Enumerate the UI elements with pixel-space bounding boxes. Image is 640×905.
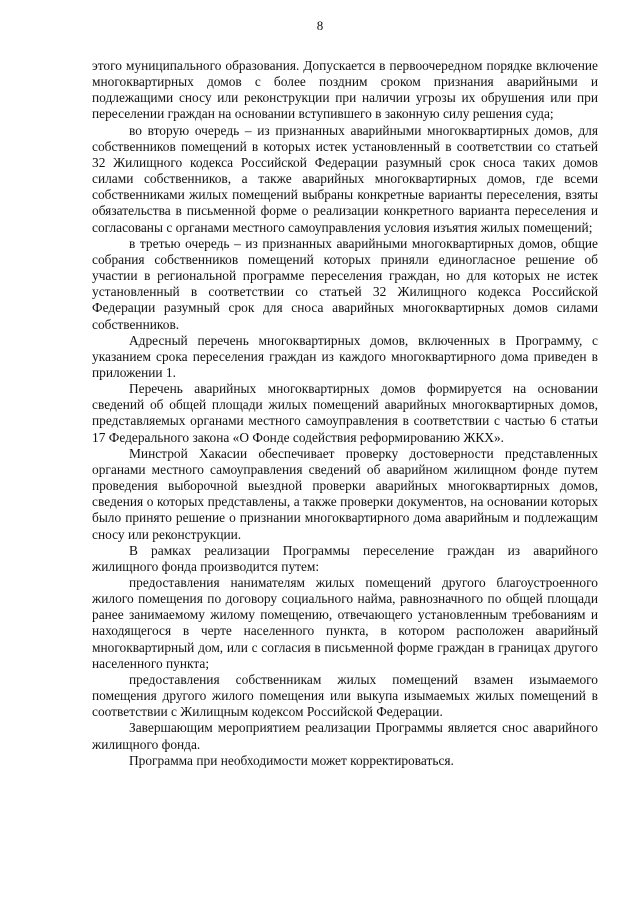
paragraph: Перечень аварийных многоквартирных домов формируется на основании сведений об общей площади жилых помещений аварийных многоквартирных домов, представляемых органами местного самоуправления в соответствии с частью 6 статьи 17 Федерального закона «О Фонде содействия реформированию ЖКХ».: [92, 381, 598, 445]
paragraph: во вторую очередь – из признанных аварийными многоквартирных домов, для собственников помещений в которых истек установленный в соответствии со статьей 32 Жилищного кодекса Российской Федерации разумный срок сноса таких домов силами собственников, а также аварийных многоквартирных домов, где всеми собственниками жилых помещений выбраны конкретные варианты переселения, взяты обязательства в письменной форме о реализации конкретного варианта переселения и согласованы с органами местного самоуправления условия изъятия жилых помещений;: [92, 122, 598, 235]
paragraph: Программа при необходимости может корректироваться.: [129, 752, 454, 768]
paragraph: предоставления нанимателям жилых помещений другого благоустроенного жилого помещения по договору социального найма, равнозначного по общей площади ранее занимаемому жилому помещению, отвечающего установленным требованиям и находящегося в черте населенного пункта, в котором расположен аварийный многоквартирный дом, или с согласия в письменной форме граждан в границах другого населенного пункта;: [92, 575, 598, 671]
paragraph: этого муниципального образования. Допускается в первоочередном порядке включение многоквартирных домов с более поздним сроком признания аварийными и подлежащими сносу или реконструкции при наличии угрозы их обрушения или при переселении граждан на основании вступившего в законную силу решения суда;: [92, 58, 598, 122]
page-number: 8: [316, 18, 324, 33]
paragraph: в третью очередь – из признанных аварийными многоквартирных домов, общие собрания собственников помещений которых приняли единогласное решение об участии в региональной программе переселения граждан, но для которых не истек установленный в соответствии со статьей 32 Жилищного кодекса Российской Федерации разумный срок для сноса аварийных многоквартирных домов силами собственников.: [92, 235, 598, 332]
paragraph: Минстрой Хакасии обеспечивает проверку достоверности представленных органами местного самоуправления сведений об аварийном жилищном фонде путем проведения выборочной выездной проверки аварийных многоквартирных домов, сведения о которых представлены, а также проверки документов, на основании которых было принято решение о признании многоквартирного дома аварийным и подлежащим сносу или реконструкции.: [92, 445, 598, 542]
paragraph: В рамках реализации Программы переселение граждан из аварийного жилищного фонда производится путем:: [92, 542, 598, 574]
paragraph: Адресный перечень многоквартирных домов, включенных в Программу, с указанием срока переселения граждан из каждого многоквартирного дома приведен в приложении 1.: [92, 332, 598, 380]
paragraph: Завершающим мероприятием реализации Программы является снос аварийного жилищного фонда.: [92, 720, 598, 752]
paragraph: предоставления собственникам жилых помещений взамен изымаемого помещения другого жилого помещения или выкупа изымаемых жилых помещений в соответствии с Жилищным кодексом Российской Федерации.: [92, 671, 598, 720]
document-body: [92, 58, 598, 769]
